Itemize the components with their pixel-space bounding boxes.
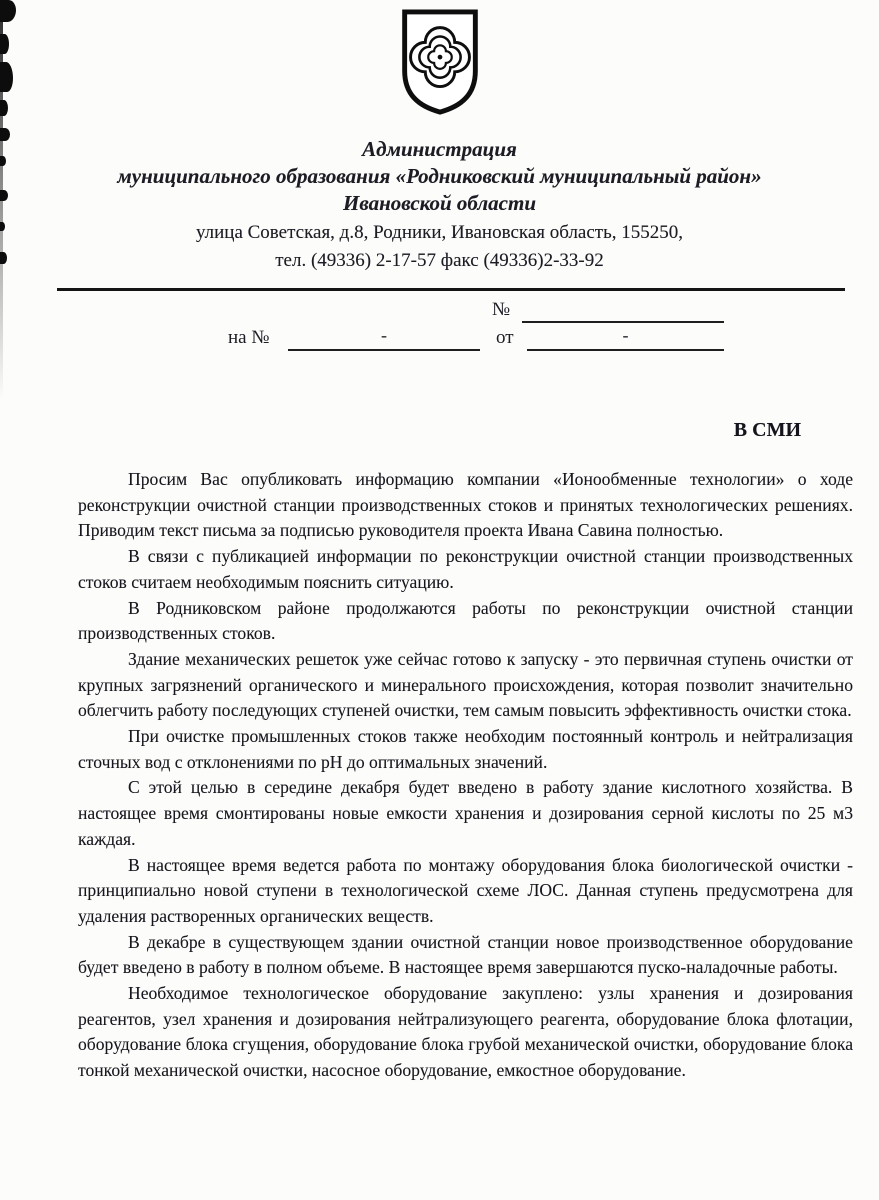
scan-artifact	[0, 34, 9, 54]
paragraph: Здание механических решеток уже сейчас готово к запуску - это первичная ступень очистки от крупных загрязнений органического и минерального происхождения, которая позволит значительно облегчить работу последующих ступеней очистки, тем самым повысить эффективность очистки стока.	[78, 648, 853, 721]
paragraph: В Родниковском районе продолжаются работы по реконструкции очистной станции производственных стоков.	[78, 597, 853, 644]
scan-artifact	[0, 156, 6, 166]
letterhead	[0, 136, 879, 273]
org-name-line3: Ивановской области	[343, 191, 536, 215]
org-name-line1: Администрация	[362, 137, 517, 161]
scan-artifact	[0, 0, 16, 22]
letter-body	[78, 467, 853, 1084]
recipient: В СМИ	[733, 419, 801, 441]
from-label: от	[496, 327, 514, 348]
coat-of-arms-emblem	[400, 8, 480, 116]
paragraph: Необходимое технологическое оборудование закуплено: узлы хранения и дозирования реагентов, узел хранения и дозирования нейтрализующего реагента, оборудование блока флотации, оборудование блока сгущения, оборудование блока грубой механической очистки, оборудование блока тонкой механической очистки, насосное оборудование, емкостное оборудование.	[78, 983, 853, 1081]
org-address: улица Советская, д.8, Родники, Ивановская область, 155250,	[195, 222, 684, 243]
reference-number-form	[0, 291, 879, 365]
dash-placeholder: -	[381, 325, 387, 345]
scan-artifact	[0, 62, 13, 92]
paragraph: С этой целью в середине декабря будет введено в работу здание кислотного хозяйства. В настоящее время смонтированы новые емкости хранения и дозирования серной кислоты по 25 м3 каждая.	[78, 777, 853, 849]
dash-placeholder: -	[622, 325, 629, 345]
on-number-blank-line	[288, 321, 480, 351]
paragraph: В связи с публикацией информации по реконструкции очистной станции производственных стоков считаем необходимым пояснить ситуацию.	[78, 546, 853, 592]
paragraph: Просим Вас опубликовать информацию компании «Ионообменные технологии» о ходе реконструкции очистной станции производственных стоков и принятых технологических решениях. Приводим текст письма за подписью руководителя проекта Ивана Савина полностью.	[78, 469, 853, 541]
paragraph: В настоящее время ведется работа по монтажу оборудования блока биологической очистки - принципиально новой ступени в технологической схеме ЛОС. Данная ступень предусмотрена для удаления растворенных органических веществ.	[78, 854, 853, 926]
number-blank-line	[522, 293, 724, 323]
scan-artifact	[0, 222, 5, 231]
scan-artifact	[0, 100, 8, 116]
org-name-line2: муниципального образования «Родниковский муниципальный район»	[117, 164, 762, 188]
from-blank-line	[527, 321, 724, 351]
number-label: №	[492, 299, 511, 320]
org-phone: тел. (49336) 2-17-57 факс (49336)2-33-92	[275, 250, 604, 271]
on-number-label: на №	[228, 327, 270, 348]
paragraph: В декабре в существующем здании очистной станции новое производственное оборудование будет введено в работу в полном объеме. В настоящее время завершаются пуско-наладочные работы.	[78, 931, 853, 978]
scan-artifact	[0, 128, 10, 141]
scan-artifact	[0, 252, 7, 264]
scan-artifact	[0, 190, 8, 201]
paragraph: При очистке промышленных стоков также необходим постоянный контроль и нейтрализация сточных вод с отклонениями по рН до оптимальных значений.	[78, 726, 853, 772]
